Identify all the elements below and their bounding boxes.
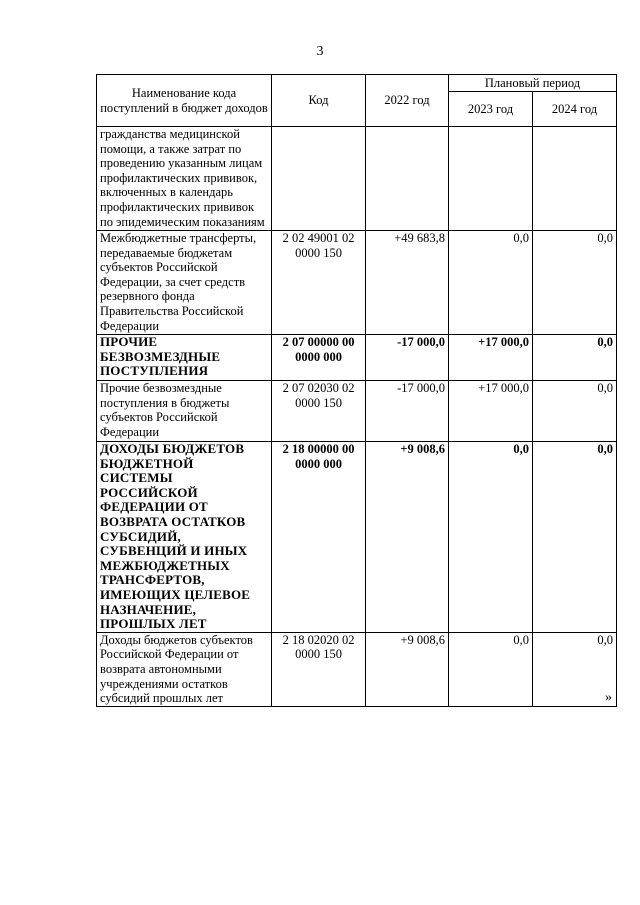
row-value-2022: +9 008,6 <box>366 442 449 633</box>
header-year-2022: 2022 год <box>366 75 449 127</box>
row-name: Межбюджетные трансферты, передаваемые бюджетам субъектов Российской Федерации, за счет средств резервного фонда Правительства Российской Федерации <box>97 231 272 335</box>
row-value-2023: +17 000,0 <box>449 381 533 442</box>
row-value-2023: 0,0 <box>449 231 533 335</box>
row-value-2024: 0,0 <box>533 442 617 633</box>
table-row <box>97 231 617 335</box>
row-name: ПРОЧИЕ БЕЗВОЗМЕЗДНЫЕ ПОСТУПЛЕНИЯ <box>97 335 272 381</box>
header-year-2023: 2023 год <box>449 92 533 127</box>
header-year-2024: 2024 год <box>533 92 617 127</box>
table-row <box>97 381 617 442</box>
table-header-row <box>97 75 617 92</box>
row-name: ДОХОДЫ БЮДЖЕТОВ БЮДЖЕТНОЙ СИСТЕМЫ РОССИЙСКОЙ ФЕДЕРАЦИИ ОТ ВОЗВРАТА ОСТАТКОВ СУБСИДИЙ, СУБВЕНЦИЙ И ИНЫХ МЕЖБЮДЖЕТНЫХ ТРАНСФЕРТОВ, ИМЕЮЩИХ ЦЕЛЕВОЕ НАЗНАЧЕНИЕ, ПРОШЛЫХ ЛЕТ <box>97 442 272 633</box>
row-value-2024: 0,0 <box>533 632 617 706</box>
row-value-2023: 0,0 <box>449 442 533 633</box>
row-value-2024: 0,0 <box>533 231 617 335</box>
header-code: Код <box>272 75 366 127</box>
row-code: 2 18 02020 02 0000 150 <box>272 632 366 706</box>
row-value-2023: 0,0 <box>449 632 533 706</box>
row-code <box>272 127 366 231</box>
row-name: гражданства медицинской помощи, а также затрат по проведению указанным лицам профилактических прививок, включенных в календарь профилактических прививок по эпидемическим показаниям <box>97 127 272 231</box>
row-value-2022 <box>366 127 449 231</box>
row-value-2024: 0,0 <box>533 381 617 442</box>
table-row <box>97 335 617 381</box>
header-planning-period: Плановый период <box>449 75 617 92</box>
row-code: 2 18 00000 00 0000 000 <box>272 442 366 633</box>
row-value-2022: -17 000,0 <box>366 335 449 381</box>
row-value-2023: +17 000,0 <box>449 335 533 381</box>
table-row <box>97 632 617 706</box>
row-name: Доходы бюджетов субъектов Российской Федерации от возврата автономными учреждениями остатков субсидий прошлых лет <box>97 632 272 706</box>
row-code: 2 07 00000 00 0000 000 <box>272 335 366 381</box>
row-value-2023 <box>449 127 533 231</box>
row-value-2024 <box>533 127 617 231</box>
row-code: 2 02 49001 02 0000 150 <box>272 231 366 335</box>
row-value-2022: +49 683,8 <box>366 231 449 335</box>
revenue-table <box>96 74 617 707</box>
row-value-2022: +9 008,6 <box>366 632 449 706</box>
page-number: 3 <box>316 44 324 59</box>
row-value-2024: 0,0 <box>533 335 617 381</box>
header-name: Наименование кода поступлений в бюджет доходов <box>97 75 272 127</box>
table-row <box>97 442 617 633</box>
table-row <box>97 127 617 231</box>
closing-quote: » <box>605 690 612 705</box>
row-name: Прочие безвозмездные поступления в бюджеты субъектов Российской Федерации <box>97 381 272 442</box>
row-code: 2 07 02030 02 0000 150 <box>272 381 366 442</box>
row-value-2022: -17 000,0 <box>366 381 449 442</box>
